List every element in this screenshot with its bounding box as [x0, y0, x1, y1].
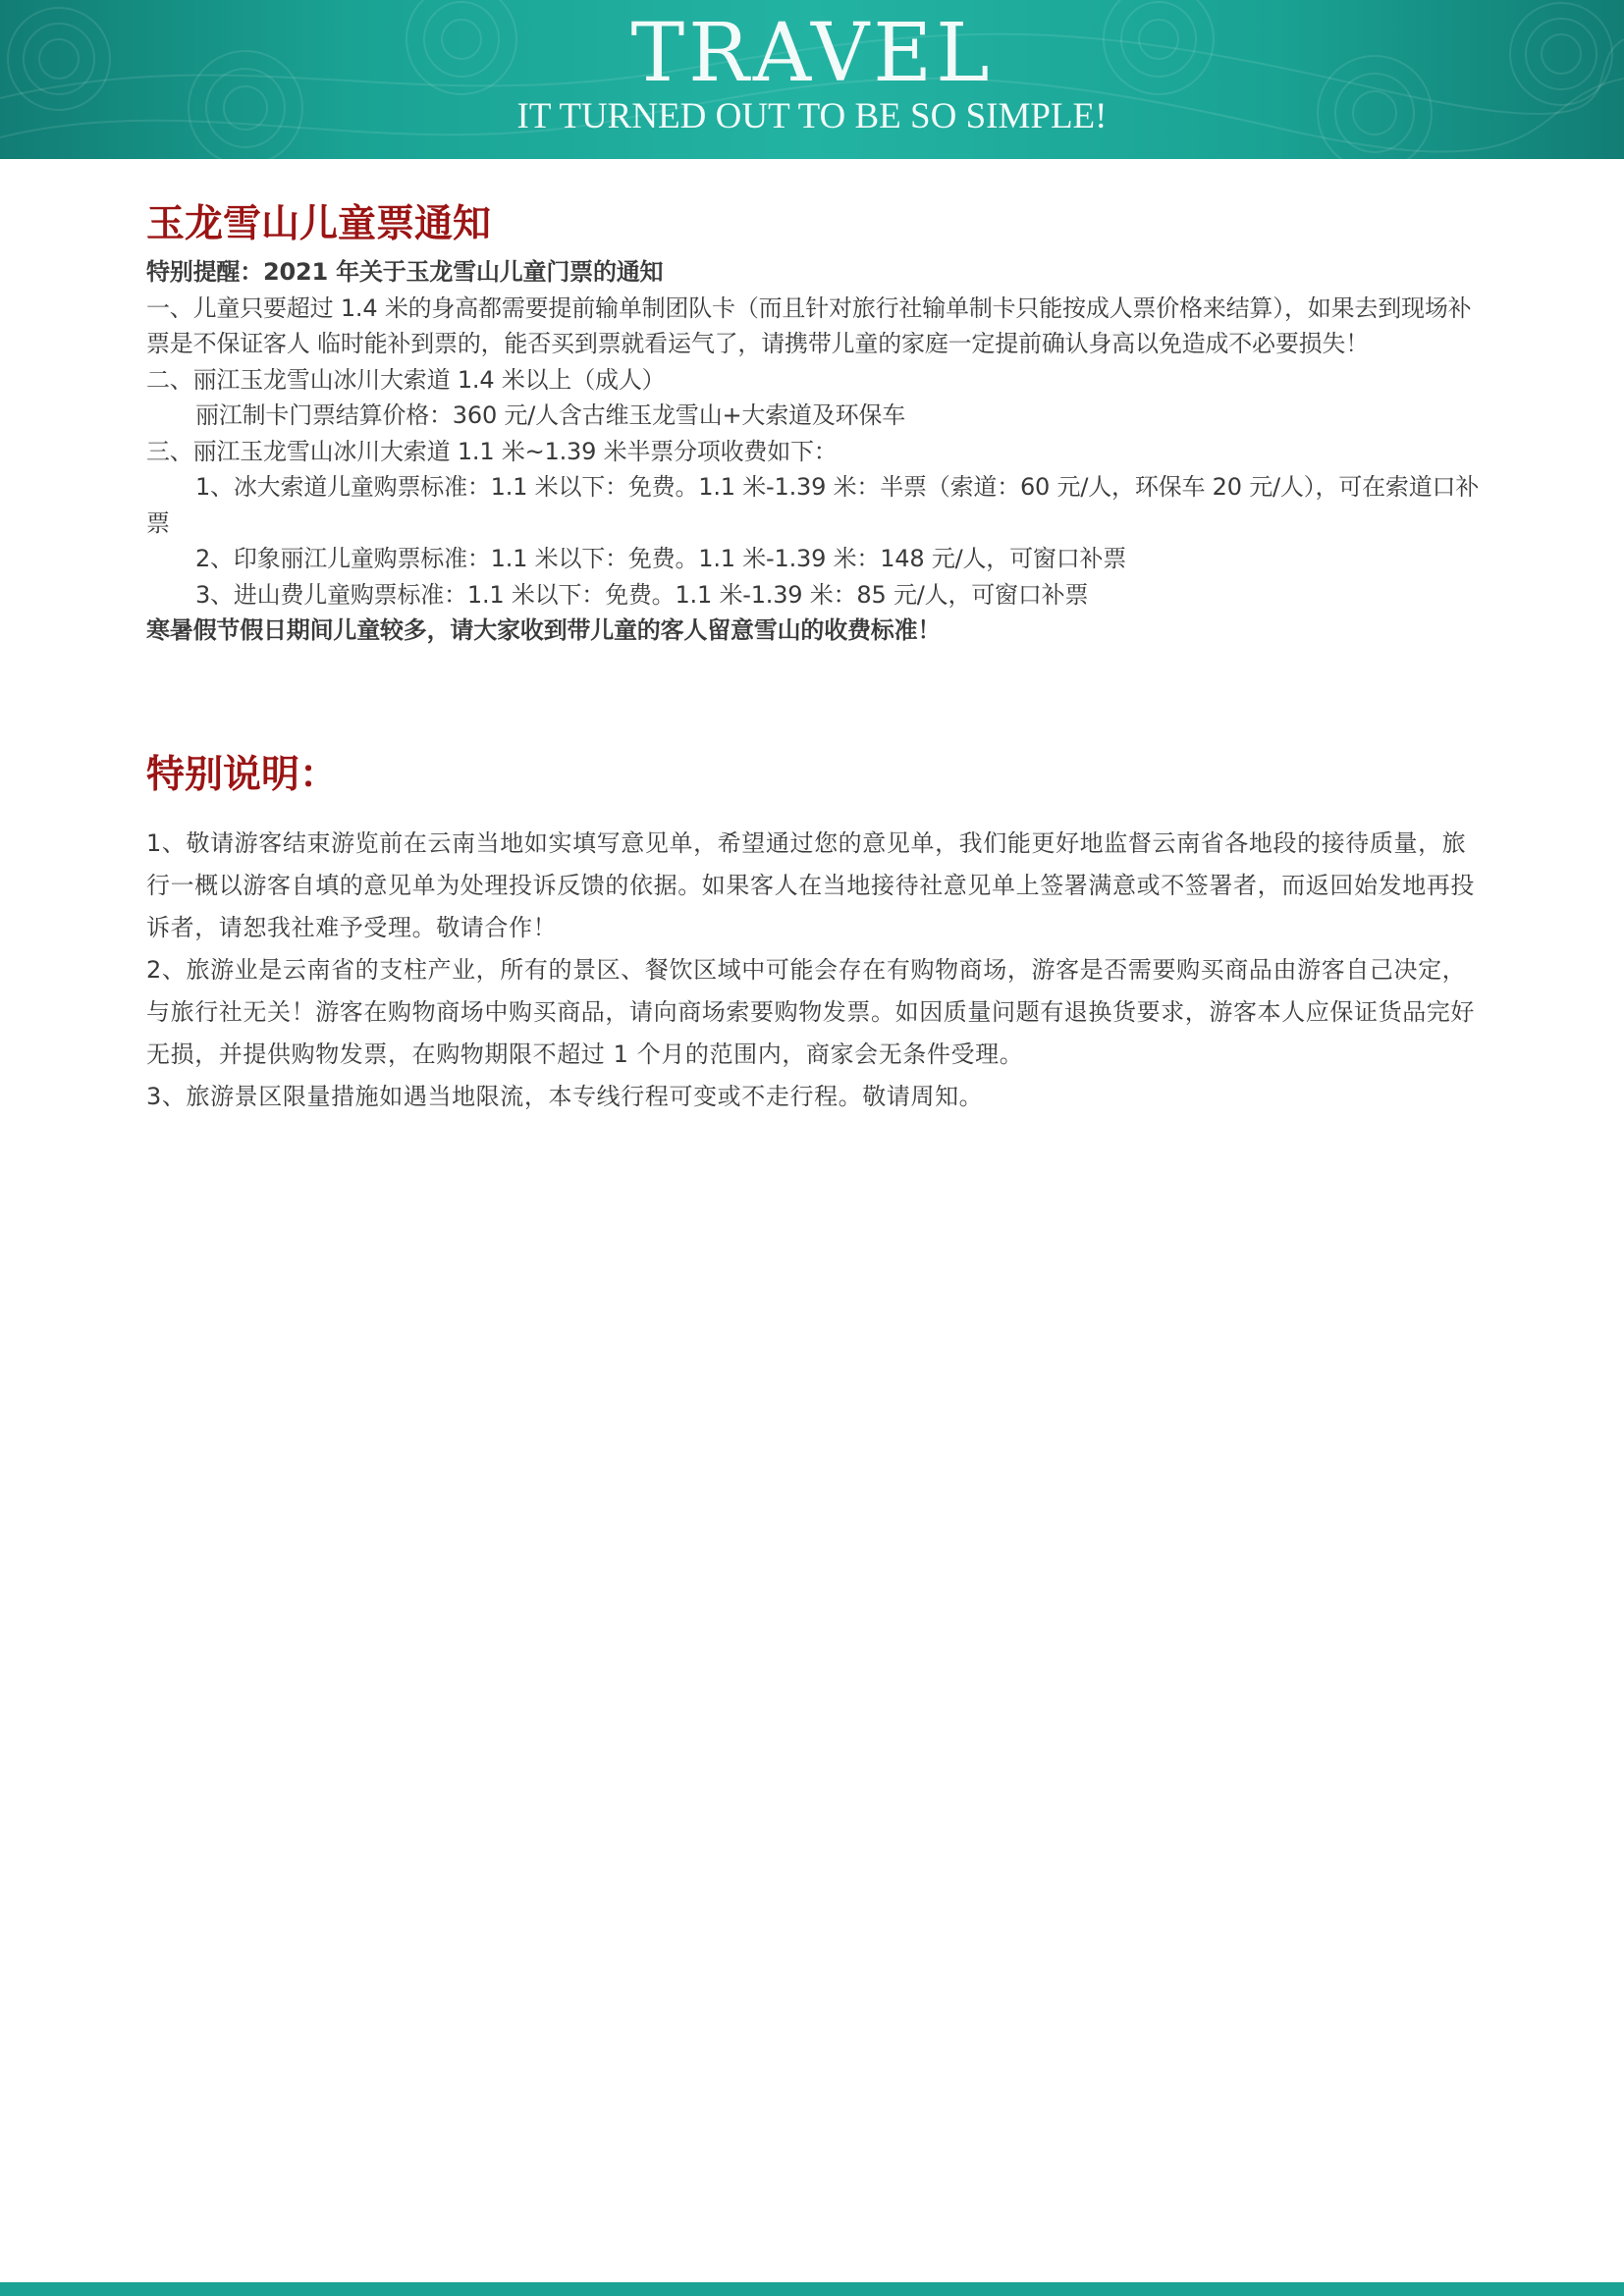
special-notes-section: [146, 750, 1482, 1118]
special-note-2: 2、旅游业是云南省的支柱产业，所有的景区、餐饮区域中可能会存在有购物商场，游客是否需要购买商品由游客自己决定，与旅行社无关！游客在购物商场中购买商品，请向商场索要购物发票。如因质量问题有退换货要求，游客本人应保证货品完好无损，并提供购物发票，在购物期限不超过 1 个月的范围内，商家会无条件受理。: [146, 956, 1475, 1068]
notice-item-3-sub-3: 3、进山费儿童购票标准：1.1 米以下：免费。1.1 米-1.39 米：85 元/人，可窗口补票: [195, 580, 1089, 609]
special-notes-title: 特别说明：: [146, 753, 339, 797]
banner-title: TRAVEL: [630, 7, 994, 100]
travel-banner: [0, 0, 1624, 159]
notice-item-3-sub-1-text: 1、冰大索道儿童购票标准：1.1 米以下：免费。1.1 米-1.39 米：半票（索道：60 元/人，环保车 20 元/人），可在索道口补票: [146, 473, 1480, 537]
special-note-3: 3、旅游景区限量措施如遇当地限流，本专线行程可变或不走行程。敬请周知。: [146, 1083, 984, 1110]
footer-bar: [0, 2282, 1624, 2296]
notice-item-2-detail: 丽江制卡门票结算价格：360 元/人含古维玉龙雪山+大索道及环保车: [195, 401, 906, 429]
child-ticket-notice-section: [146, 199, 1482, 649]
notice-item-2: 二、丽江玉龙雪山冰川大索道 1.4 米以上（成人）: [146, 365, 666, 394]
special-note-1: 1、敬请游客结束游览前在云南当地如实填写意见单，希望通过您的意见单，我们能更好地监督云南省各地段的接待质量，旅行一概以游客自填的意见单为处理投诉反馈的依据。如果客人在当地接待社意见单上签署满意或不签署者，而返回始发地再投诉者，请恕我社难予受理。敬请合作！: [146, 829, 1475, 941]
notice-title: 玉龙雪山儿童票通知: [146, 202, 492, 246]
notice-item-1: 一、儿童只要超过 1.4 米的身高都需要提前输单制团队卡（而且针对旅行社输单制卡只能按成人票价格来结算），如果去到现场补票是不保证客人 临时能补到票的，能否买到票就看运气了，请携带儿童的家庭一定提前确认身高以免造成不必要损失！: [146, 294, 1472, 357]
notice-warning: 寒暑假节假日期间儿童较多，请大家收到带儿童的客人留意雪山的收费标准！: [146, 616, 942, 644]
notice-item-3-sub-1: [146, 469, 1482, 541]
notice-reminder: 特别提醒：2021 年关于玉龙雪山儿童门票的通知: [146, 258, 664, 286]
notice-item-3: 三、丽江玉龙雪山冰川大索道 1.1 米~1.39 米半票分项收费如下：: [146, 437, 838, 465]
notice-item-3-sub-2: 2、印象丽江儿童购票标准：1.1 米以下：免费。1.1 米-1.39 米：148 元/人，可窗口补票: [195, 545, 1127, 572]
banner-subtitle: IT TURNED OUT TO BE SO SIMPLE!: [516, 96, 1108, 136]
